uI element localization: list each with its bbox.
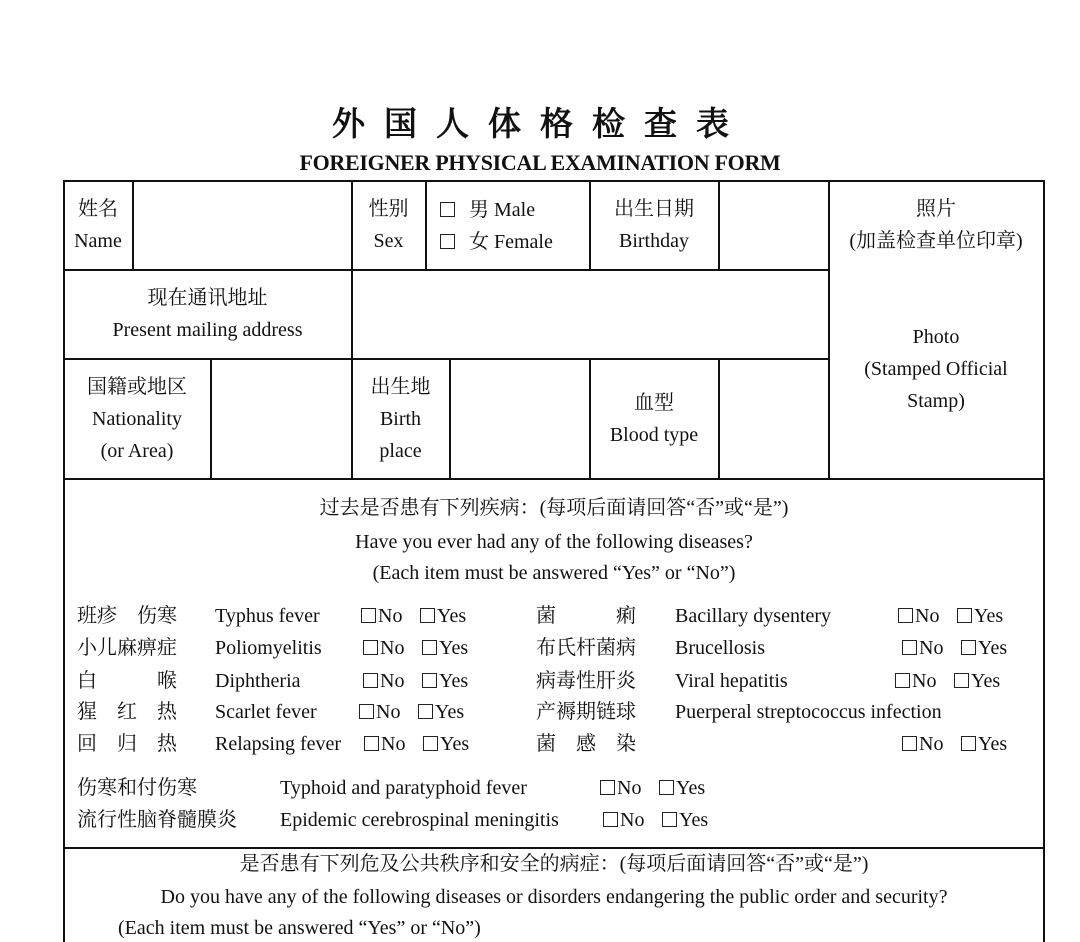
disease-en-typhus: Typhus fever xyxy=(215,605,320,627)
hepatitis-yes-checkbox[interactable] xyxy=(954,673,969,688)
birthday-label-cn: 出生日期 xyxy=(614,198,694,220)
typhus-yes-option[interactable] xyxy=(420,603,466,629)
brucellosis-no-checkbox[interactable] xyxy=(902,640,917,655)
brucellosis-no-option[interactable] xyxy=(902,635,943,661)
sex-label-cn: 性别 xyxy=(368,198,409,220)
dysentery-yes-checkbox[interactable] xyxy=(957,608,972,623)
no-label: No xyxy=(919,637,944,659)
typhus-no-option[interactable] xyxy=(361,603,402,629)
typhoid-yes-checkbox[interactable] xyxy=(659,780,674,795)
puerperal-yes-checkbox[interactable] xyxy=(961,736,976,751)
public-disorders-heading-cn: 是否患有下列危及公共秩序和安全的病症：(每项后面请回答“否”或“是”) xyxy=(239,853,869,875)
typhoid-yes-option[interactable] xyxy=(659,775,705,801)
past-diseases-heading-en: Have you ever had any of the following diseases? xyxy=(355,531,753,553)
birthplace-field[interactable] xyxy=(451,360,588,477)
form-title-english: FOREIGNER PHYSICAL EXAMINATION FORM xyxy=(299,150,781,175)
typhoid-no-checkbox[interactable] xyxy=(600,780,615,795)
diphtheria-no-option[interactable] xyxy=(363,668,404,694)
hepatitis-yes-option[interactable] xyxy=(954,668,1000,694)
name-field[interactable] xyxy=(134,182,350,268)
polio-no-option[interactable] xyxy=(363,635,404,661)
no-label: No xyxy=(912,670,937,692)
disease-cn-hepatitis: 病毒性肝炎 xyxy=(536,670,636,692)
birthday-field[interactable] xyxy=(720,182,827,268)
yes-label: Yes xyxy=(439,637,469,659)
no-label: No xyxy=(376,701,401,723)
public-disorders-heading-en: Do you have any of the following diseases or disorders endangering the public order and security? xyxy=(160,886,948,908)
puerperal-no-option[interactable] xyxy=(902,731,943,757)
blood-type-label-en: Blood type xyxy=(609,423,699,446)
hepatitis-no-option[interactable] xyxy=(895,668,936,694)
sex-male-option[interactable] xyxy=(440,197,535,223)
photo-area[interactable] xyxy=(829,321,1043,417)
meningitis-yes-option[interactable] xyxy=(662,807,708,833)
sex-male-label: 男 Male xyxy=(469,199,536,221)
no-label: No xyxy=(919,733,944,755)
nationality-label xyxy=(64,359,210,478)
blood-type-field[interactable] xyxy=(720,360,827,477)
yes-label: Yes xyxy=(971,670,1001,692)
no-label: No xyxy=(378,605,403,627)
photo-label-en: Photo xyxy=(912,326,960,348)
typhus-yes-checkbox[interactable] xyxy=(420,608,435,623)
nationality-label-cn: 国籍或地区 xyxy=(87,375,187,398)
past-diseases-heading-cn: 过去是否患有下列疾病：(每项后面请回答“否”或“是”) xyxy=(319,497,789,519)
disease-cn-meningitis: 流行性脑脊髓膜炎 xyxy=(77,809,237,831)
name-label-en: Name xyxy=(74,230,122,252)
polio-no-checkbox[interactable] xyxy=(363,640,378,655)
dysentery-no-option[interactable] xyxy=(898,603,939,629)
birthplace-label-en2: place xyxy=(379,439,422,462)
yes-label: Yes xyxy=(974,605,1004,627)
disease-en-meningitis: Epidemic cerebrospinal meningitis xyxy=(280,809,559,831)
no-label: No xyxy=(915,605,940,627)
birthplace-label-cn: 出生地 xyxy=(370,375,431,398)
birthplace-label xyxy=(352,359,449,478)
no-label: No xyxy=(620,809,645,831)
diphtheria-yes-checkbox[interactable] xyxy=(422,673,437,688)
yes-label: Yes xyxy=(439,670,469,692)
relapsing-yes-checkbox[interactable] xyxy=(423,736,438,751)
disease-cn-diphtheria: 白 喉 xyxy=(77,670,177,692)
nationality-label-en-note: (or Area) xyxy=(100,439,174,462)
disease-en-dysentery: Bacillary dysentery xyxy=(675,605,832,627)
address-field[interactable] xyxy=(353,271,827,357)
name-label xyxy=(64,181,132,269)
typhoid-no-option[interactable] xyxy=(600,775,641,801)
address-label-en: Present mailing address xyxy=(112,319,303,341)
sex-female-option[interactable] xyxy=(440,229,553,255)
birthplace-label-en1: Birth xyxy=(379,407,422,430)
scarlet-no-checkbox[interactable] xyxy=(359,704,374,719)
disease-en-scarlet: Scarlet fever xyxy=(215,701,317,723)
disease-en-brucellosis: Brucellosis xyxy=(675,637,765,659)
disease-en-typhoid: Typhoid and paratyphoid fever xyxy=(280,777,527,799)
birthday-label xyxy=(590,181,718,269)
disease-cn-typhus: 班疹 伤寒 xyxy=(77,605,177,627)
past-diseases-note: (Each item must be answered “Yes” or “No”) xyxy=(372,562,736,584)
disease-en-hepatitis: Viral hepatitis xyxy=(675,670,788,692)
meningitis-no-option[interactable] xyxy=(603,807,644,833)
relapsing-no-checkbox[interactable] xyxy=(364,736,379,751)
disease-en-relapsing: Relapsing fever xyxy=(215,733,342,755)
scarlet-yes-checkbox[interactable] xyxy=(418,704,433,719)
polio-yes-option[interactable] xyxy=(422,635,468,661)
public-disorders-note: (Each item must be answered “Yes” or “No”) xyxy=(118,917,481,939)
dysentery-yes-option[interactable] xyxy=(957,603,1003,629)
relapsing-no-option[interactable] xyxy=(364,731,405,757)
disease-cn-brucellosis: 布氏杆菌病 xyxy=(536,637,636,659)
relapsing-yes-option[interactable] xyxy=(423,731,469,757)
yes-label: Yes xyxy=(978,637,1008,659)
address-label xyxy=(64,270,351,358)
disease-cn-dysentery: 菌 痢 xyxy=(536,605,636,627)
disease-cn-puerperal-2: 菌 感 染 xyxy=(536,733,636,755)
yes-label: Yes xyxy=(440,733,470,755)
puerperal-yes-option[interactable] xyxy=(961,731,1007,757)
diphtheria-yes-option[interactable] xyxy=(422,668,468,694)
no-label: No xyxy=(381,733,406,755)
photo-note-line1: (Stamped Official xyxy=(864,358,1008,380)
photo-label-cn-note: (加盖检查单位印章) xyxy=(849,230,1023,252)
sex-label xyxy=(352,181,425,269)
no-label: No xyxy=(380,670,405,692)
disease-cn-polio: 小儿麻痹症 xyxy=(77,637,177,659)
typhus-no-checkbox[interactable] xyxy=(361,608,376,623)
disease-cn-relapsing: 回 归 热 xyxy=(77,733,177,755)
meningitis-no-checkbox[interactable] xyxy=(603,812,618,827)
meningitis-yes-checkbox[interactable] xyxy=(662,812,677,827)
form-title-chinese: 外国人体格检查表 xyxy=(332,107,748,143)
brucellosis-yes-option[interactable] xyxy=(961,635,1007,661)
photo-note-line2: Stamp) xyxy=(907,390,965,412)
sex-female-label: 女 Female xyxy=(469,231,553,253)
nationality-label-en: Nationality xyxy=(92,407,182,430)
blood-type-label-cn: 血型 xyxy=(634,391,674,414)
dysentery-no-checkbox[interactable] xyxy=(898,608,913,623)
disease-en-puerperal: Puerperal streptococcus infection xyxy=(675,701,942,723)
yes-label: Yes xyxy=(978,733,1008,755)
disease-cn-typhoid: 伤寒和付伤寒 xyxy=(77,777,197,799)
yes-label: Yes xyxy=(437,605,467,627)
birthday-label-en: Birthday xyxy=(619,230,689,252)
sex-label-en: Sex xyxy=(373,230,404,252)
name-label-cn: 姓名 xyxy=(78,198,118,220)
blood-type-label xyxy=(590,359,718,478)
disease-en-diphtheria: Diphtheria xyxy=(215,670,301,692)
diphtheria-no-checkbox[interactable] xyxy=(363,673,378,688)
no-label: No xyxy=(617,777,642,799)
no-label: No xyxy=(380,637,405,659)
disease-cn-scarlet: 猩 红 热 xyxy=(77,701,177,723)
sex-female-checkbox[interactable] xyxy=(440,234,455,249)
brucellosis-yes-checkbox[interactable] xyxy=(961,640,976,655)
scarlet-no-option[interactable] xyxy=(359,699,400,725)
disease-en-polio: Poliomyelitis xyxy=(215,637,322,659)
scarlet-yes-option[interactable] xyxy=(418,699,464,725)
hepatitis-no-checkbox[interactable] xyxy=(895,673,910,688)
yes-label: Yes xyxy=(435,701,465,723)
address-label-cn: 现在通讯地址 xyxy=(147,287,268,309)
yes-label: Yes xyxy=(679,809,709,831)
sex-male-checkbox[interactable] xyxy=(440,202,455,217)
photo-label-cn-title: 照片 xyxy=(916,198,956,220)
photo-label-cn xyxy=(829,194,1043,256)
nationality-field[interactable] xyxy=(212,360,350,477)
polio-yes-checkbox[interactable] xyxy=(422,640,437,655)
puerperal-no-checkbox[interactable] xyxy=(902,736,917,751)
yes-label: Yes xyxy=(676,777,706,799)
disease-cn-puerperal-1: 产褥期链球 xyxy=(536,701,636,723)
